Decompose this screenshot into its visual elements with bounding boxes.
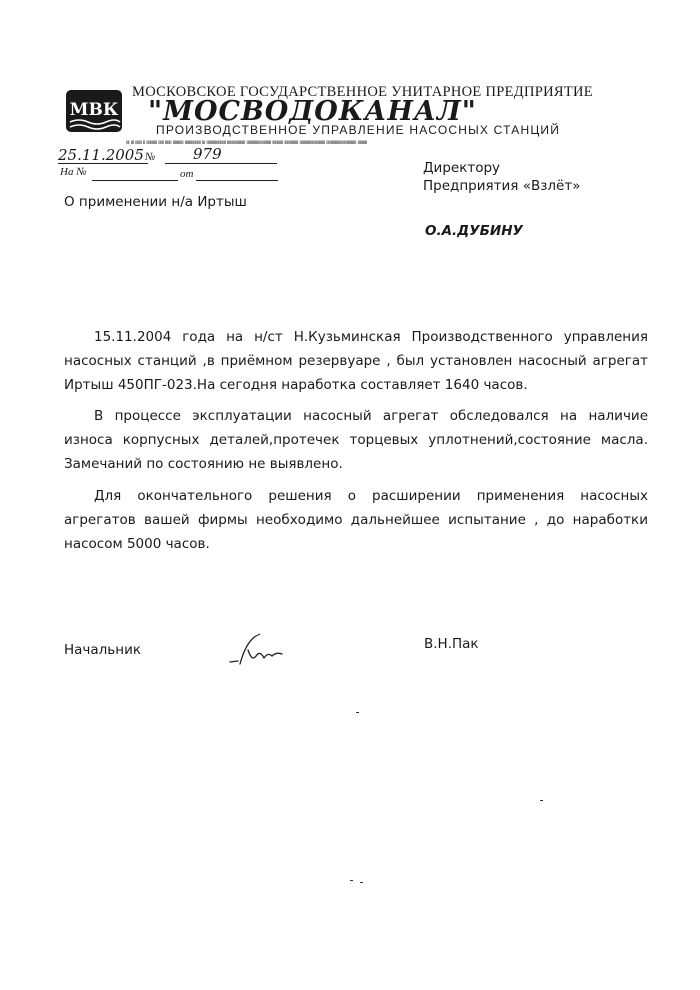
organization-logo [64,88,124,134]
signatory-name: В.Н.Пак [424,636,479,652]
number-underline [165,163,277,164]
recipient-name: О.А.ДУБИНУ [425,223,523,239]
letterhead-rule: ııı ııı ıııııı ıı ıııııııııı ııııı ıııııı ıııııııııı ııııııııııııııı ııı ıııııııııııııııııı ııııııııııııııııı ııııııııııııııııııııııı ıııııııııı ııııııııııııı ıııııııııııııııııııııııı ıııııııııııııııııııııııııııı ııııııııı [126,140,367,146]
signatory-title: Начальник [64,642,142,658]
scan-speck [356,712,359,713]
reply-date-underline [196,180,278,181]
date-underline [58,163,148,164]
organization-name: "МОСВОДОКАНАЛ" [148,96,477,127]
document-number: 979 [193,145,222,163]
from-label: от [180,168,194,180]
paragraph-text: В процессе эксплуатации насосный агрегат обследовался на наличие износа корпусных деталей,протечек торцевых уплотнений,состояние масла. Замечаний по состоянию не выявлено. [64,408,648,472]
scan-speck [360,882,363,883]
handwritten-signature [226,632,296,670]
reply-number-underline [92,180,178,181]
paragraph-text: Для окончательного решения о расширении применения насосных агрегатов вашей фирмы необходимо дальнейшее испытание , до наработки насосом 5000 часов. [64,488,648,552]
number-label: № [145,151,156,163]
organization-type: МОСКОВСКОЕ ГОСУДАРСТВЕННОЕ УНИТАРНОЕ ПРЕДПРИЯТИЕ [132,84,593,100]
body-paragraph-1 [64,325,648,397]
scan-speck [540,800,543,801]
letter-subject: О применении н/а Иртыш [64,194,247,210]
body-paragraph-3 [64,484,648,556]
scan-speck [350,880,353,881]
paragraph-text: 15.11.2004 года на н/ст Н.Кузьминская Производственного управления насосных станций ,в приёмном резервуаре , был установлен насосный агрегат Иртыш 450ПГ-023.На сегодня наработка составляет 1640 часов. [64,329,648,393]
document-date: 25.11.2005 [58,146,144,164]
reply-to-label: На № [60,166,87,178]
recipient-position: Директору [423,160,501,176]
department-name: ПРОИЗВОДСТВЕННОЕ УПРАВЛЕНИЕ НАСОСНЫХ СТАНЦИЙ [156,123,561,137]
logo-text: МВК [69,100,119,120]
body-paragraph-2 [64,404,648,476]
recipient-organization: Предприятия «Взлёт» [423,178,581,194]
